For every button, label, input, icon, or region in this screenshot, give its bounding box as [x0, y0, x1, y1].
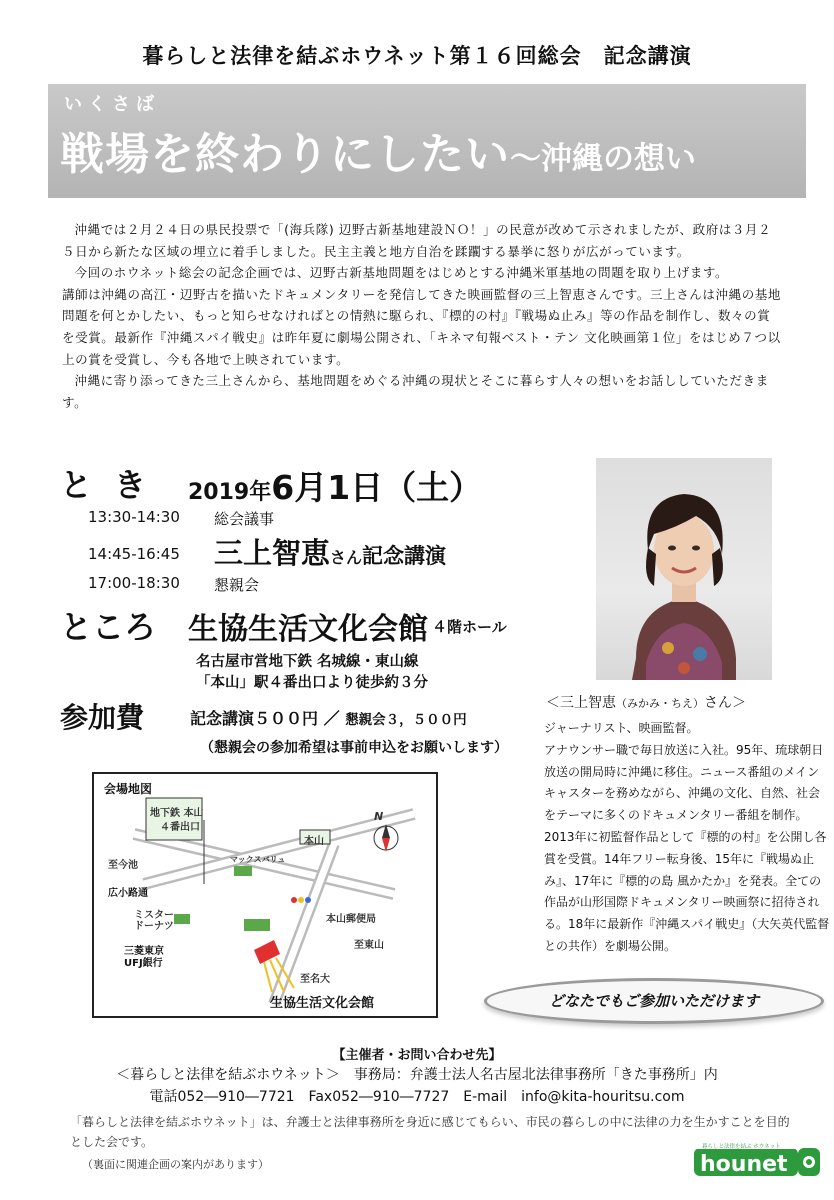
where-label: ところ — [60, 608, 157, 646]
fee-separator: ／ — [323, 709, 340, 728]
main-title-sub: ～沖縄の想い — [510, 141, 696, 177]
main-title-text: 戦場を終わりにしたい — [60, 129, 510, 180]
access-line: 名古屋市営地下鉄 名城線・東山線 — [196, 654, 419, 670]
speaker-name-kana: （みかみ・ちえ） — [616, 697, 704, 710]
schedule-time: 17:00-18:30 — [88, 574, 180, 592]
schedule-time: 14:45-16:45 — [88, 545, 180, 563]
intro-text — [62, 219, 782, 413]
organizer-note: 「暮らしと法律を結ぶホウネット」は、弁護士と法律事務所を身近に感じてもらい、市民の暮らしの中に法律の力を生かすことを目的とした会です。 — [70, 1115, 790, 1149]
bio-paragraph: ジャーナリスト、映画監督。 — [544, 721, 699, 735]
speaker-name-main: ＜三上智恵 — [546, 695, 616, 711]
map-exit-label: ４番出口 — [160, 822, 200, 833]
intro-paragraph: 沖縄に寄り添ってきた三上さんから、基地問題をめぐる沖縄の現状とそこに暮らす人々の想いをお話ししていただきます。 — [62, 373, 769, 410]
speaker-photo — [596, 458, 772, 680]
map-label-hirokoji: 広小路通 — [108, 888, 148, 899]
title-ruby: いくさば — [64, 94, 160, 115]
speaker-bio — [544, 718, 830, 958]
map-label-post: 本山郵便局 — [326, 914, 376, 925]
schedule-time: 13:30-14:30 — [88, 508, 180, 526]
schedule-item: 総会議事 — [214, 510, 275, 528]
hounet-logo-icon — [694, 1142, 822, 1178]
map-label-meidai: 至名大 — [300, 974, 330, 985]
main-title — [60, 118, 696, 182]
access-line: 「本山」駅４番出口より徒歩約３分 — [196, 675, 428, 691]
fee-party: 懇親会３，５００円 — [345, 712, 467, 728]
lecture-label: 記念講演 — [362, 544, 447, 568]
compass-icon: N — [374, 810, 384, 823]
svg-text:暮らしと法律を結ぶ ホウネット: 暮らしと法律を結ぶ ホウネット — [702, 1144, 781, 1150]
welcome-message: どなたでもご参加いただけます — [548, 992, 759, 1010]
event-year: 2019年 — [188, 480, 272, 505]
intro-paragraph: 今回のホウネット総会の記念企画では、辺野古新基地問題をはじめとする沖縄米軍基地の問題を取り上げます。 — [74, 265, 729, 281]
map-label-higashiyama: 至東山 — [354, 940, 384, 951]
speaker-name-suffix: さん＞ — [704, 695, 746, 711]
fee-amounts — [190, 706, 467, 729]
portrait-illustration — [596, 458, 772, 680]
when-label: とき — [60, 466, 169, 504]
schedule-item: 懇親会 — [214, 576, 260, 594]
venue-map — [92, 772, 438, 1018]
organizer-line: ＜暮らしと法律を結ぶホウネット＞ 事務局：弁護士法人名古屋北法律事務所「きた事務所」内 — [116, 1067, 718, 1083]
bio-paragraph: 2013年に初監督作品として『標的の村』を公開し各賞を受賞。14年フリー転身後、15年に『戦場ぬ止み』、17年に『標的の島 風かたか』を発表。全ての作品が山形国際ドキュメンタリー映画祭に招待される。18年に最新作『沖縄スパイ戦史』（大矢英代監督との共作）を劇場公開。 — [544, 829, 830, 953]
hounet-logo — [694, 1142, 822, 1178]
map-title: 会場地図 — [104, 782, 153, 796]
fee-label: 参加費 — [60, 701, 145, 734]
event-monthday: 6月1日（土） — [271, 468, 483, 507]
map-exit-label: 地下鉄 本山 — [150, 808, 204, 819]
map-label-mufg: 三菱東京 UFJ銀行 — [124, 946, 164, 969]
schedule-lecture — [214, 531, 446, 572]
event-title: 暮らしと法律を結ぶホウネット第１６回総会 記念講演 — [142, 44, 692, 68]
access-info — [196, 652, 428, 694]
intro-paragraph: 講師は沖縄の高江・辺野古を描いたドキュメンタリーを発信してきた映画監督の三上智恵さんです。三上さんは沖縄の基地問題を何とかしたい、もっと知らせなければとの情熱に駆られ、『標的の村』『戦場ぬ止み』等の作品を制作し、数々の賞を受賞。最新作『沖縄スパイ戦史』は昨年夏に劇場公開され、「キネマ旬報ベスト・テン 文化映画第１位」をはじめ７つ以上の賞を受賞し、今も各地で上映されています。 — [62, 286, 782, 367]
back-page-note: （裏面に関連企画の案内があります） — [82, 1158, 269, 1171]
map-station-label: 本山 — [304, 836, 324, 847]
map-label-venue: 生協生活文化会館 — [270, 996, 375, 1011]
intro-paragraph: 沖縄では２月２４日の県民投票で「(海兵隊) 辺野古新基地建設ＮＯ！」の民意が改めて示されましたが、政府は３月２５日から新たな区域の埋立に着手しました。民主主義と地方自治を蹂躙する暴挙に怒りが広がっています。 — [62, 222, 772, 259]
speaker-name — [546, 692, 746, 712]
map-label-maxvalu: マックスバリュ — [230, 855, 286, 864]
venue-hall: ４階ホール — [432, 618, 507, 636]
map-label-misterdonut: ミスター ドーナツ — [134, 910, 174, 932]
organizer-heading: 【主催者・お問い合わせ先】 — [332, 1048, 502, 1063]
bio-paragraph: アナウンサー職で毎日放送に入社。95年、琉球朝日放送の開局時に沖縄に移住。ニュース番組のメインキャスターを務めながら、沖縄の文化、自然、社会をテーマに多くのドキュメンタリー番組を制作。 — [544, 742, 824, 823]
fee-note: （懇親会の参加希望は事前申込をお願いします） — [200, 740, 508, 756]
honorific: さん — [330, 548, 363, 567]
venue-name: 生協生活文化会館 — [188, 612, 428, 647]
map-label-imaike: 至今池 — [108, 860, 138, 871]
lecturer-name: 三上智恵 — [214, 536, 331, 570]
event-date — [188, 462, 482, 509]
organizer-contact: 電話052―910―7721 Fax052―910―7727 E-mail info@kita-houritsu.com — [149, 1089, 685, 1105]
svg-text:hounet: hounet — [700, 1152, 788, 1177]
fee-lecture: 記念講演５００円 — [190, 709, 319, 728]
